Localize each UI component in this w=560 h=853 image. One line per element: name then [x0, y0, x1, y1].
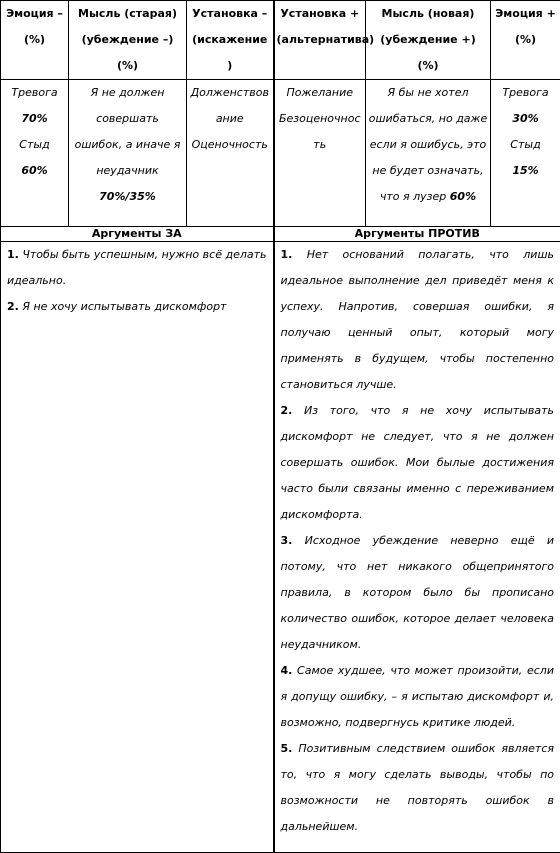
cell-thought-new	[366, 80, 491, 227]
cell-emotion-old	[1, 80, 69, 227]
thought-new-value: 60%	[450, 190, 476, 203]
thought-old-value: 70%/35%	[99, 190, 156, 203]
data-row	[1, 80, 560, 227]
emotion-new-value-2: 15%	[512, 164, 538, 177]
args-for-item: 2. Я не хочу испытывать дискомфорт	[7, 294, 267, 320]
header-setting-new: Установка + (альтернатива)	[274, 1, 366, 80]
header-thought-new: Мысль (новая) (убеждение +) (%)	[366, 1, 491, 80]
args-against-cell	[274, 242, 560, 853]
setting-old-line-2: Оценочность	[189, 132, 271, 158]
setting-new-line-2: Безоценочность	[277, 106, 364, 158]
header-thought-old: Мысль (старая) (убеждение –) (%)	[69, 1, 187, 80]
args-for-cell	[1, 242, 274, 853]
args-against-item: 1. Нет оснований полагать, что лишь идеальное выполнение дел приведёт меня к успеху. Напротив, совершая ошибки, я получаю ценный опыт, который могу применять в будущем, чтобы постепенно становиться лучше.	[281, 242, 555, 398]
header-row	[1, 1, 560, 80]
args-against-item: 4. Самое худшее, что может произойти, если я допущу ошибку, – я испытаю дискомфорт и, возможно, подвергнусь критике людей.	[281, 658, 555, 736]
thought-new-text: Я бы не хотел ошибаться, но даже если я ошибусь, это не будет означать, что я лузер	[369, 86, 487, 203]
header-emotion-new: Эмоция + (%)	[491, 1, 560, 80]
args-against-item: 3. Исходное убеждение неверно ещё и потому, что нет никакого общепринятого правила, в котором было бы прописано количество ошибок, которое делает человека неудачником.	[281, 528, 555, 658]
setting-new-line-1: Пожелание	[277, 80, 364, 106]
header-setting-old: Установка – (искажение )	[187, 1, 274, 80]
thought-old-text: Я не должен совершать ошибок, а иначе я неудачник	[71, 80, 184, 184]
args-against-title: Аргументы ПРОТИВ	[274, 227, 560, 242]
args-against-item: 2. Из того, что я не хочу испытывать дискомфорт не следует, что я не должен совершать ошибок. Мои былые достижения часто были связаны именно с переживанием дискомфорта.	[281, 398, 555, 528]
cell-setting-new	[274, 80, 366, 227]
cell-emotion-new	[491, 80, 560, 227]
emotion-old-value-1: 70%	[21, 112, 47, 125]
args-for-title: Аргументы ЗА	[1, 227, 274, 242]
args-against-item: 5. Позитивным следствием ошибок является то, что я могу сделать выводы, чтобы по возможности не повторять ошибок в дальнейшем.	[281, 736, 555, 840]
cell-thought-old	[69, 80, 187, 227]
arguments-row	[1, 242, 560, 853]
cell-setting-old	[187, 80, 274, 227]
emotion-old-label-2: Стыд	[3, 132, 66, 158]
emotion-new-value-1: 30%	[512, 112, 538, 125]
emotion-old-value-2: 60%	[21, 164, 47, 177]
emotion-new-label-2: Стыд	[493, 132, 558, 158]
header-emotion-old: Эмоция – (%)	[1, 1, 69, 80]
emotion-old-label-1: Тревога	[3, 80, 66, 106]
args-for-item: 1. Чтобы быть успешным, нужно всё делать идеально.	[7, 242, 267, 294]
arguments-header-row	[1, 227, 560, 242]
emotion-new-label-1: Тревога	[493, 80, 558, 106]
setting-old-line-1: Долженствование	[189, 80, 271, 132]
